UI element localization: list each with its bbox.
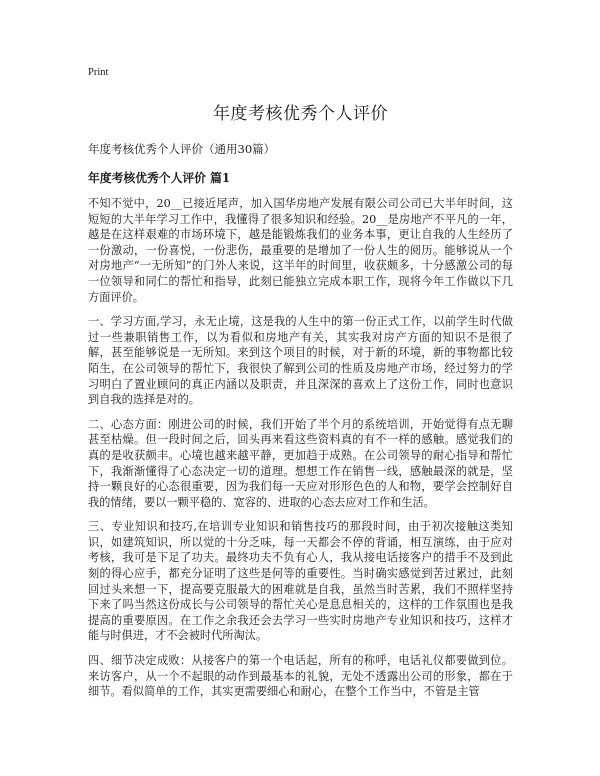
paragraph-intro: 不知不觉中，20__已接近尾声，加入国华房地产发展有限公司公司已大半年时间，这短短的大半年学习工作中，我懂得了很多知识和经验。20__是房地产不平凡的一年，越是在这样艰难的市场环境下，越是能锻炼我们的业务本事，更让自我的人生经历了一份激动，一份喜悦，一份悲伤，最重要的是增加了一份人生的阅历。能够说从一个对房地产“一无所知”的门外人来说，这半年的时间里，收获颇多，十分感激公司的每一位领导和同仁的帮忙和指导，此刻已能独立完成本职工作，现将今年工作做以下几方面评价。: [88, 197, 513, 304]
document-page: [88, 66, 513, 709]
paragraph-details: 四、细节决定成败：从接客户的第一个电话起，所有的称呼，电话礼仪都要做到位。来访客户，从一个不起眼的动作到最基本的礼貌，无处不透露出公司的形象，都在于细节。看似简单的工作，其实更需要细心和耐心，在整个工作当中，不管是主管: [88, 654, 513, 699]
paragraph-learning: 一、学习方面,学习，永无止境，这是我的人生中的第一份正式工作，以前学生时代做过一些兼职销售工作，以为看似和房地产有关，其实我对房产方面的知识不是很了解，甚至能够说是一无所知。来到这个项目的时候，对于新的环境，新的事物都比较陌生，在公司领导的帮忙下，我很快了解到公司的性质及房地产市场，经过努力的学习明白了置业顾问的真正内涵以及职责，并且深深的喜欢上了这份工作，同时也意识到自我的选择是对的。: [88, 315, 513, 407]
paragraph-knowledge-skills: 三、专业知识和技巧,在培训专业知识和销售技巧的那段时间，由于初次接触这类知识，如建筑知识，所以觉的十分乏味，每一天都会不停的背诵，相互演练，由于应对考核，我可是下足了功夫。最终功夫不负有心人，我从接电话接客户的措手不及到此刻的得心应手，都充分证明了这些是何等的重要性。当时确实感觉到苦过累过，此刻回过头来想一下，提高要克服最大的困难就是自我，虽然当时苦累，我们不照样坚持下来了吗当然这份成长与公司领导的帮忙关心是息息相关的，这样的工作氛围也是我提高的重要原因。在工作之余我还会去学习一些实时房地产专业知识和技巧，这样才能与时俱进，才不会被时代所淘汰。: [88, 520, 513, 643]
document-title: 年度考核优秀个人评价: [213, 104, 388, 124]
paragraph-mindset: 二、心态方面：刚进公司的时候，我们开始了半个月的系统培训，开始觉得有点无聊甚至枯燥。但一段时间之后，回头再来看这些资料真的有不一样的感触。感觉我们的真的是收获颇丰。心境也越来越平静，更加趋于成熟。在公司领导的耐心指导和帮忙下，我渐渐懂得了心态决定一切的道理。想想工作在销售一线，感触最深的就是，坚持一颗良好的心态很重要，因为我们每一天应对形形色色的人和物，要学会控制好自我的情绪，要以一颗平稳的、宽容的、进取的心态去应对工作和生活。: [88, 417, 513, 509]
document-subtitle: 年度考核优秀个人评价（通用30篇）: [88, 142, 276, 156]
section-heading: 年度考核优秀个人评价 篇1: [88, 171, 231, 185]
print-link[interactable]: Print: [88, 67, 109, 78]
